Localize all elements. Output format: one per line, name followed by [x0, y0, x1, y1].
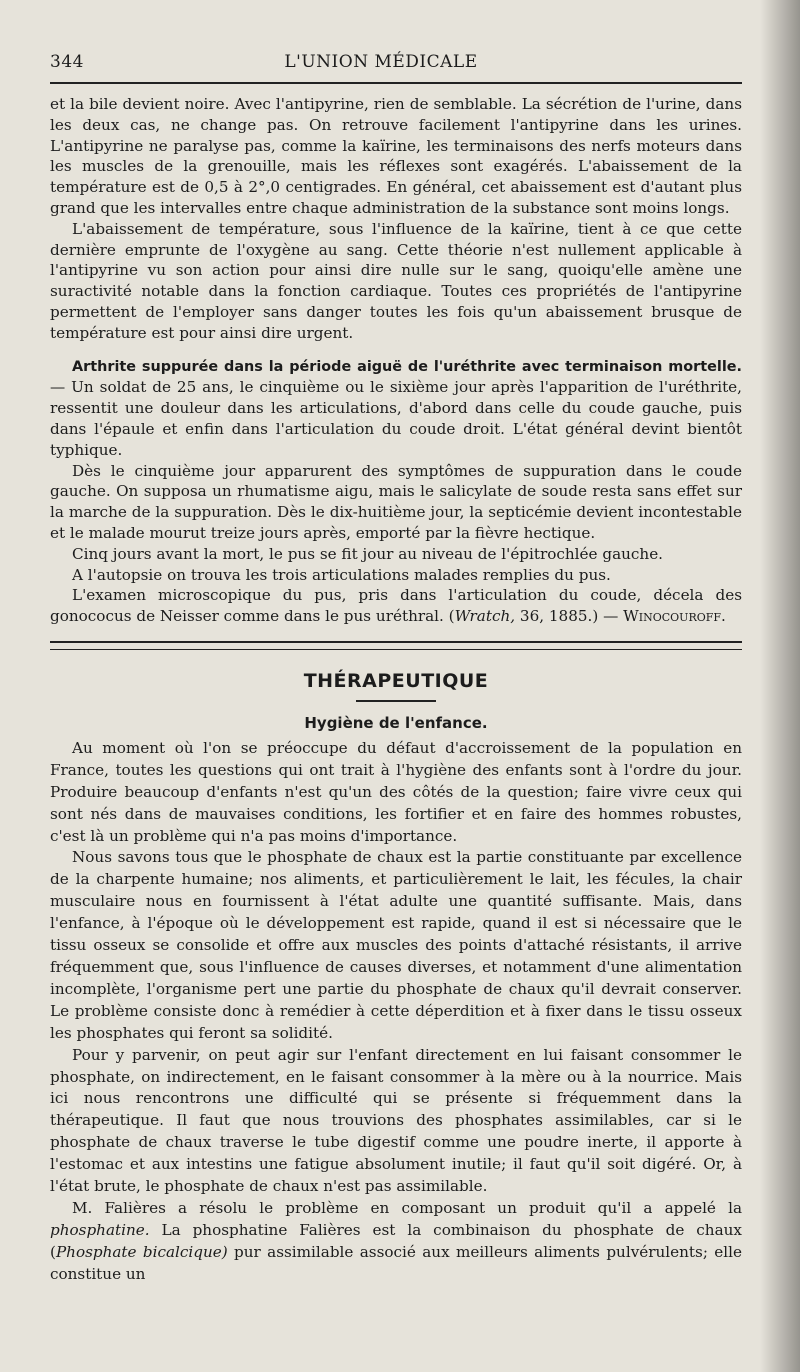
article-paragraph-2: Cinq jours avant la mort, le pus se fit jour au niveau de l'épitrochlée gauche. [72, 544, 664, 563]
article-paragraph-1: Dès le cinquième jour apparurent des symptômes de suppuration dans le coude gauche. On supposa un rhumatisme aigu, mais le salicylate de soude resta sans effet sur la marche de la suppuration. Dès le dix-huitième jour, la septicémie devient incontestable et le malade mourut treize jours après, emporté par la fièvre hectique. [50, 461, 742, 542]
continuation-text [50, 94, 742, 344]
article-lead-text: — Un soldat de 25 ans, le cinquième ou le sixième jour après l'apparition de l'uréthrite, ressentit une douleur dans les articulations, d'abord dans celle du coude gauche, puis dans l'épaule et enfin dans l'articulation du coude droit. L'état général devint bientôt typhique. [50, 378, 742, 459]
article-last-text: L'examen microscopique du pus, pris dans l'articulation du coude, décela des gonococus de Neisser comme dans le pus uréthral. ( [50, 586, 742, 626]
article-arthrite [50, 356, 742, 627]
continuation-paragraph-1: et la bile devient noire. Avec l'antipyrine, rien de semblable. La sécrétion de l'urine, dans les deux cas, ne change pas. On retrouve facilement l'antipyrine dans les urines. L'antipyrine ne paralyse pas, comme la kaïrine, les terminaisons des nerfs moteurs dans les muscles de la grenouille, mais les réflexes sont exagérés. L'abaissement de la température est de 0,5 à 2°,0 centigrades. En général, cet abaissement est d'autant plus grand que les intervalles entre chaque administration de la substance sont moins longs. [50, 95, 742, 217]
therapeutique-paragraph-3: Pour y parvenir, on peut agir sur l'enfant directement en lui faisant consommer le phosphate, on indirectement, en le faisant consommer à la mère ou à la nourrice. Mais ici nous rencontrons une difficulté qui se présente si fréquemment dans la thérapeutique. Il faut que nous trouvions des phosphates assimilables, car si le phosphate de chaux traverse le tube digestif comme une poudre inerte, il apporte à l'estomac et aux intestins une fatigue absolument inutile; il faut qu'il soit digéré. Or, à l'état brute, le phosphate de chaux n'est pas assimilable. [50, 1045, 742, 1196]
continuation-paragraph-2: L'abaissement de température, sous l'influence de la kaïrine, tient à ce que cette dernière emprunte de l'oxygène au sang. Cette théorie n'est nullement applicable à l'antipyrine vu son action pour ainsi dire nulle sur le sang, quoiqu'elle amène une suractivité notable dans la fonction cardiaque. Toutes ces propriétés de l'antipyrine permettent de l'employer sans danger toutes les fois qu'un abaissement brusque de température est pour ainsi dire urgent. [50, 219, 742, 342]
article-last-paragraph [50, 585, 742, 627]
paragraph-4-italic-1: phosphatine. [50, 1220, 150, 1239]
section-title: THÉRAPEUTIQUE [303, 669, 489, 692]
article-paragraph-3: A l'autopsie on trouva les trois articulations malades remplies du pus. [72, 565, 611, 584]
page-number: 344 [50, 52, 84, 72]
article-title: Arthrite suppurée dans la période aiguë de l'uréthrite avec terminaison mortelle. [72, 358, 742, 375]
subsection-title: Hygiène de l'enfance. [304, 713, 488, 732]
running-head [50, 52, 742, 84]
therapeutique-paragraph-1: Au moment où l'on se préoccupe du défaut d'accroissement de la population en France, toutes les questions qui ont trait à l'hygiène des enfants sont à l'ordre du jour. Produire beaucoup d'enfants n'est qu'un des côtés de la question; faire vivre ceux qui sont nés dans de mauvaises conditions, les fortifier et en faire des hommes robustes, c'est là un problème qui n'a pas moins d'importance. [50, 738, 742, 845]
therapeutique-text [50, 738, 742, 1286]
journal-title: L'UNION MÉDICALE [284, 52, 478, 72]
article-author: Winocouroff. [623, 607, 726, 626]
therapeutique-paragraph-4 [50, 1198, 742, 1286]
section-title-rule [356, 700, 436, 702]
paragraph-4-italic-2: Phosphate bicalcique) [55, 1242, 228, 1261]
paragraph-4-part-1: M. Falières a résolu le problème en composant un produit qu'il a appelé la [72, 1198, 742, 1217]
section-divider [50, 641, 742, 650]
paragraph-4-part-3: La phosphatine Falières est la combinaison du phosphate de chaux ( [50, 1220, 742, 1261]
therapeutique-paragraph-2: Nous savons tous que le phosphate de chaux est la partie constituante par excellence de la charpente humaine; nos aliments, et particulièrement le lait, les fécules, la chair musculaire nous en fournissent à l'état adulte une quantité suffisante. Mais, dans l'enfance, à l'époque où le développement est rapide, quand il est si nécessaire que le tissu osseux se consolide et offre aux muscles des points d'attaché résistants, il arrive fréquemment que, sous l'influence de causes diverses, et notamment d'une alimentation incomplète, l'organisme pert une partie du phosphate de chaux qu'il devrait conserver. Le problème consiste donc à remédier à cette déperdition et à fixer dans le tissu osseux les phosphates qui feront sa solidité. [50, 848, 742, 1042]
paragraph-4-part-5: pur assimilable associé aux meilleurs aliments pulvérulents; elle constitue un [50, 1242, 742, 1283]
article-citation: Wratch, [454, 607, 516, 626]
article-citation-rest: 36, 1885.) — [515, 607, 624, 626]
article-lead-paragraph [50, 356, 742, 461]
page-edge-shadow [760, 0, 800, 1372]
